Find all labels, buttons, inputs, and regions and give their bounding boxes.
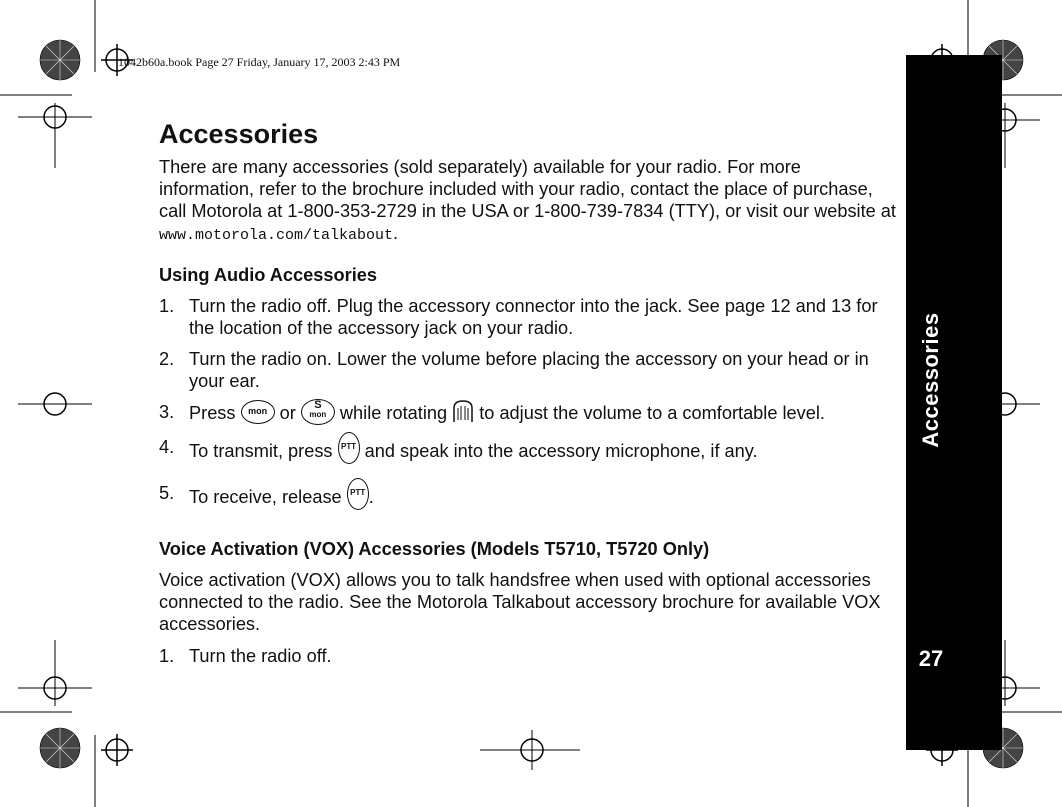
- page-number: 27: [918, 646, 944, 671]
- side-tab-label: Accessories: [918, 312, 943, 448]
- list-item: 1. Turn the radio off.: [159, 646, 332, 666]
- s-mon-button-icon: S mon: [301, 399, 335, 425]
- intro-text: There are many accessories (sold separately) available for your radio. For more information, refer to the brochure included with your radio, contact the place of purchase, call Motorola at 1-800-353-2729 in the USA or 1-800-739-7834 (TTY), or visit our website at: [159, 157, 896, 221]
- section-heading-vox: Voice Activation (VOX) Accessories (Models T5710, T5720 Only): [159, 539, 710, 559]
- book-page-header: 1042b60a.book Page 27 Friday, January 17, 2003 2:43 PM: [118, 55, 401, 69]
- vox-paragraph: Voice activation (VOX) allows you to talk handsfree when used with optional accessories connected to the radio. See the Motorola Talkabout accessory brochure for available VOX accessories.: [159, 570, 881, 634]
- page-content: [159, 118, 899, 667]
- section-heading-audio: Using Audio Accessories: [159, 265, 377, 285]
- mon-button-icon: mon: [241, 400, 275, 424]
- intro-paragraph: [159, 156, 899, 247]
- volume-knob-icon: [452, 399, 474, 423]
- list-item: 5. To receive, release PTT .: [159, 482, 899, 514]
- list-item: 3. Press mon or S mon while rotating to adjust the volume to a comfortable level.: [159, 401, 899, 427]
- page-title: Accessories: [159, 119, 319, 149]
- list-item: 2. Turn the radio on. Lower the volume before placing the accessory on your head or in your ear.: [159, 349, 869, 391]
- website-link[interactable]: www.motorola.com/talkabout: [159, 227, 394, 244]
- list-item: 4. To transmit, press PTT and speak into the accessory microphone, if any.: [159, 436, 899, 468]
- ptt-button-icon: PTT: [347, 478, 369, 510]
- ptt-button-icon: PTT: [338, 432, 360, 464]
- list-item: 1. Turn the radio off. Plug the accessory connector into the jack. See page 12 and 13 for the location of the accessory jack on your radio.: [159, 296, 878, 338]
- intro-end: .: [393, 223, 399, 243]
